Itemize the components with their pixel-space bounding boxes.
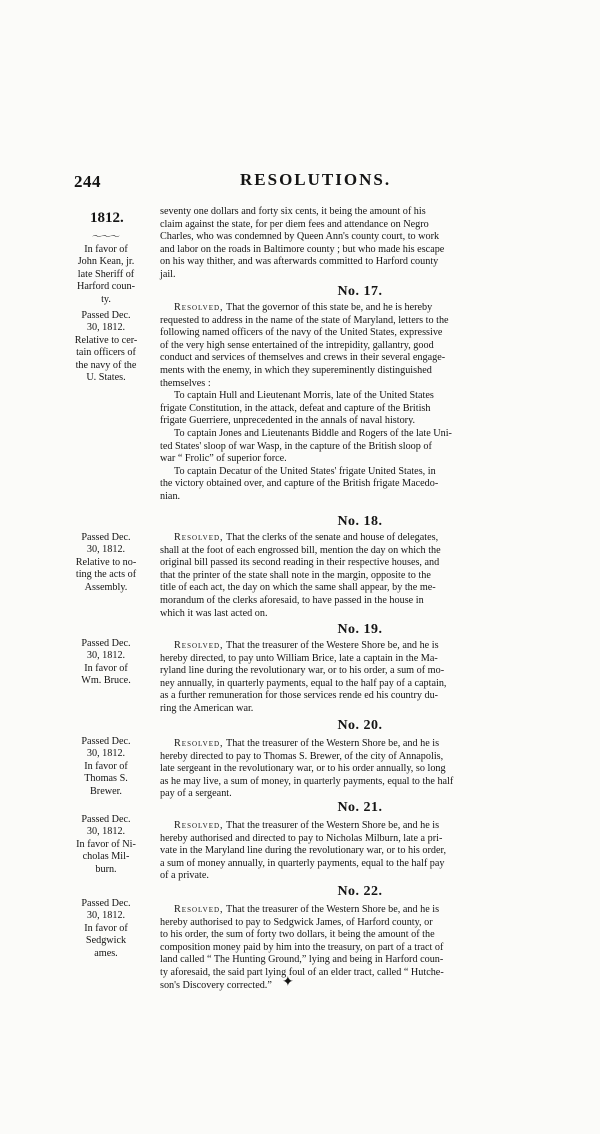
text-line: Charles, who was condemned by Queen Ann's county court, to work <box>160 231 440 243</box>
text-line: ted States' sloop of war Wasp, in the capture of the British sloop of <box>160 440 432 452</box>
margin-note-line: ting the acts of <box>75 569 137 581</box>
text-line: requested to address in the name of the state of Maryland, letters to the <box>160 314 449 326</box>
text-line: vate in the Maryland line during the revolutionary war, or to his order, <box>160 845 447 857</box>
text-line: which it was last acted on. <box>160 607 268 619</box>
text-line: and labor on the roads in Baltimore county ; but who made his escape <box>160 243 445 255</box>
text-line: hereby authorised to pay to Sedgwick James, of Harford county, or <box>160 916 433 928</box>
margin-note-line: Brewer. <box>90 785 122 797</box>
text-line: land called “ The Hunting Ground,” lying and being in Harford coun- <box>160 954 444 966</box>
margin-note-sedgwick <box>58 898 154 960</box>
resolution-heading-21: No. 21. <box>337 800 383 815</box>
margin-note-line: late Sheriff of <box>77 268 135 280</box>
resolved-label: Resolved, <box>174 640 224 651</box>
text-line: shall at the foot of each engrossed bill, mention the day on which the <box>160 544 441 556</box>
text-line: ring the American war. <box>160 702 254 714</box>
margin-note-line: In favor of <box>84 244 128 255</box>
text-line: as a further remuneration for those services rende ed his country du- <box>160 690 439 702</box>
margin-note-line: 30, 1812. <box>86 544 126 556</box>
resolution-21 <box>160 820 560 883</box>
resolved-label: Resolved, <box>174 302 224 313</box>
text-line <box>160 820 560 833</box>
margin-note-line: Thomas S. <box>84 773 128 785</box>
text-line: the victory obtained over, and capture of the British frigate Macedo- <box>160 478 439 490</box>
resolved-label: Resolved, <box>174 820 224 831</box>
year-ornament: 〜〜〜 <box>92 232 119 243</box>
text-line: To captain Jones and Lieutenants Biddle and Rogers of the late Uni- <box>174 427 452 439</box>
continuation-paragraph <box>160 206 560 282</box>
text-line: claim against the state, for per diem fees and attendance on Negro <box>160 218 429 230</box>
resolution-20 <box>160 738 560 801</box>
margin-note-line: Passed Dec. <box>81 310 131 321</box>
text-line: hereby authorised and directed to pay to Nicholas Milburn, late a pri- <box>160 832 443 844</box>
ink-blot-mark: ✦ <box>282 975 294 990</box>
text-line: a sum of money annually, in quarterly payments, equal to the half pay <box>160 857 445 869</box>
margin-note-line: John Kean, jr. <box>77 256 135 268</box>
margin-note-acts-of-assembly <box>58 532 154 594</box>
margin-note-line: tain officers of <box>76 347 136 359</box>
text-line: ty aforesaid, the said part lying foul of an elder tract, called “ Hutche- <box>160 966 444 978</box>
margin-note-line: 30, 1812. <box>86 322 126 334</box>
margin-note-line: ty. <box>101 293 111 305</box>
resolved-label: Resolved, <box>174 532 224 543</box>
text-line: of the very high sense entertained of the intrepidity, gallantry, good <box>160 339 434 351</box>
running-head: RESOLUTIONS. <box>240 170 392 189</box>
resolution-17 <box>160 302 560 504</box>
margin-note-line: 30, 1812. <box>86 910 126 922</box>
text-line: late sergeant in the revolutionary war, or to his order annually, so long <box>160 763 446 775</box>
resolution-22 <box>160 904 560 992</box>
text-line: as he may live, a sum of money, in quarterly payments, equal to the half <box>160 775 454 787</box>
text-line: son's Discovery corrected.” <box>160 979 272 991</box>
resolution-18 <box>160 532 560 620</box>
text-line <box>160 302 560 315</box>
margin-note-line: Relative to no- <box>75 556 137 568</box>
text-line: themselves : <box>160 377 211 389</box>
text-line-rest: That the clerks of the senate and house of delegates, <box>225 532 439 543</box>
text-line-rest: That the governor of this state be, and he is hereby <box>225 302 433 313</box>
text-line: of a private. <box>160 870 209 882</box>
text-line <box>160 532 560 545</box>
text-line-rest: That the treasurer of the Western Shore be, and he is <box>225 904 440 915</box>
text-line: ney annually, in quarterly payments, equal to the half pay of a captain, <box>160 677 447 689</box>
margin-note-line: In favor of <box>84 922 128 934</box>
resolution-heading-20: No. 20. <box>337 718 383 733</box>
resolution-heading-18: No. 18. <box>337 514 383 529</box>
margin-note-brewer <box>58 736 154 798</box>
resolution-heading-17: No. 17. <box>337 284 383 299</box>
text-line: frigate Constitution, in the attack, defeat and capture of the British <box>160 402 431 414</box>
text-line: hereby directed, to pay unto William Brice, late a captain in the Ma- <box>160 652 438 664</box>
margin-note-line: U. States. <box>86 372 126 384</box>
text-line-rest: That the treasurer of the Western Shore be, and he is <box>225 820 440 831</box>
text-line: morandum of the clerks aforesaid, to have passed in the house in <box>160 594 424 606</box>
text-line: pay of a sergeant. <box>160 788 232 800</box>
text-line: ryland line during the revolutionary war, or to his order, a sum of mo- <box>160 665 445 677</box>
text-line: on his way thither, and was afterwards committed to Harford county <box>160 256 439 268</box>
text-line: To captain Hull and Lieutenant Morris, late of the United States <box>174 390 434 402</box>
margin-note-line: Passed Dec. <box>81 532 131 543</box>
margin-note-line: the navy of the <box>75 359 137 371</box>
margin-note-line: Passed Dec. <box>81 898 131 909</box>
text-line: war “ Frolic” of superior force. <box>160 453 287 465</box>
margin-note-line: Passed Dec. <box>81 814 131 825</box>
text-line: composition money paid by him into the treasury, on part of a tract of <box>160 941 444 953</box>
text-line: conduct and services of themselves and crews in their several engage- <box>160 352 446 364</box>
margin-note-line: burn. <box>95 863 117 875</box>
year-label: 1812. <box>90 210 124 226</box>
margin-note-line: cholas Mil- <box>82 851 130 863</box>
page-number: 244 <box>74 172 101 191</box>
margin-note-line: In favor of <box>84 662 128 674</box>
margin-note-line: Assembly. <box>84 581 128 593</box>
text-line <box>160 904 560 917</box>
margin-note-line: Passed Dec. <box>81 638 131 649</box>
margin-note-line: In favor of <box>84 760 128 772</box>
margin-note-line: 30, 1812. <box>86 650 126 662</box>
resolved-label: Resolved, <box>174 738 224 749</box>
text-line-rest: That the treasurer of the Westere Shore be, and he is <box>225 640 439 651</box>
resolved-label: Resolved, <box>174 904 224 915</box>
text-line: to his order, the sum of forty two dollars, it being the amount of the <box>160 929 435 941</box>
margin-note-bruce <box>58 638 154 688</box>
text-line: seventy one dollars and forty six cents, it being the amount of his <box>160 206 426 217</box>
text-line: nian. <box>160 490 181 502</box>
margin-note-line: Harford coun- <box>77 281 135 293</box>
text-line: To captain Decatur of the United States' frigate United States, in <box>174 465 436 477</box>
margin-note-line: Wm. Bruce. <box>81 675 131 687</box>
resolution-heading-22: No. 22. <box>337 884 383 899</box>
text-line: original bill passed its second reading in their respective houses, and <box>160 557 440 569</box>
text-line: following named officers of the navy of the United States, expressive <box>160 327 443 339</box>
text-line: that the printer of the state shall note in the margin, opposite to the <box>160 569 431 581</box>
text-line <box>160 738 560 751</box>
margin-note-line: 30, 1812. <box>86 748 126 760</box>
text-line-rest: That the treasurer of the Western Shore be, and he is <box>225 738 440 749</box>
margin-note-line: In favor of Ni- <box>76 838 136 850</box>
text-line: ments with the enemy, in which they supereminently distinguished <box>160 364 432 376</box>
margin-note-line: Passed Dec. <box>81 736 131 747</box>
margin-note-milburn <box>58 814 154 876</box>
margin-note-line: ames. <box>94 947 118 959</box>
text-line: title of each act, the day on which the same shall appear, by the me- <box>160 582 436 594</box>
margin-note-line: 30, 1812. <box>86 826 126 838</box>
margin-note-kean <box>58 244 154 306</box>
text-line: frigate Guerriere, unprecedented in the annals of naval history. <box>160 415 416 427</box>
text-line: jail. <box>160 268 176 280</box>
margin-note-navy-officers <box>58 310 154 384</box>
resolution-19 <box>160 640 560 716</box>
text-line: hereby directed to pay to Thomas S. Brewer, of the city of Annapolis, <box>160 750 444 762</box>
resolution-heading-19: No. 19. <box>337 622 383 637</box>
text-line <box>160 640 560 653</box>
margin-note-line: Sedgwick <box>85 935 127 947</box>
margin-note-line: Relative to cer- <box>74 334 138 346</box>
